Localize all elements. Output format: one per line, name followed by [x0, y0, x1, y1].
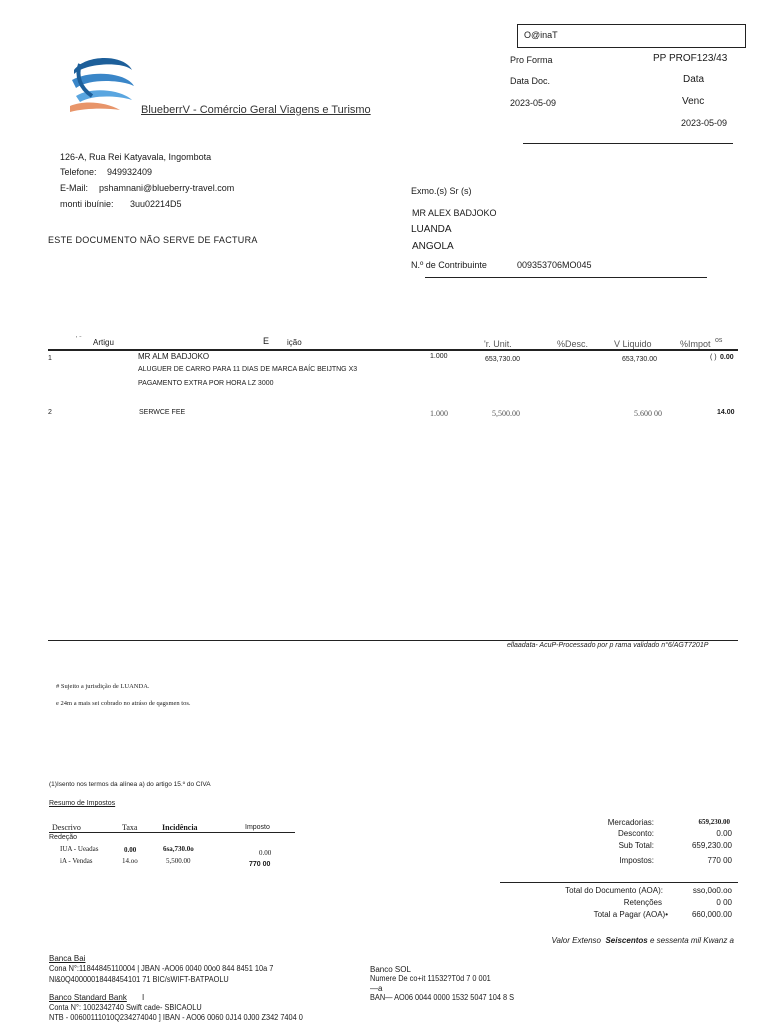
desconto-value: 0.00 — [716, 829, 732, 838]
bank-sb-line1: Conta N°: 1002342740 Swift cade- SBICAOLU — [49, 1003, 202, 1012]
doc-number: PP PROF123/43 — [653, 53, 728, 64]
tax-row2-incidencia: 5,500.00 — [166, 857, 191, 865]
late-payment-note: e 24m a mais sei cobrado no atráso de qagsmen tos. — [56, 700, 191, 707]
bank-sb-name: Banco Standard Bank — [49, 993, 127, 1002]
company-name: BlueberrV - Comércio Geral Viagens e Turismo — [141, 104, 371, 116]
bank-bai-name: Banca Bai — [49, 954, 86, 963]
col-header-descricao-e: E — [263, 336, 270, 346]
venc-label: Venc — [682, 96, 705, 107]
amount-in-words — [552, 936, 735, 945]
bank-sol-line3: BAN— AO06 0044 0000 1532 5047 104 8 S — [370, 993, 515, 1002]
tax-row2-imposto: 770 00 — [249, 861, 271, 868]
tax-row1-incidencia: 6sa,730.0o — [163, 845, 194, 853]
col-header-liquido: V Liquido — [614, 339, 652, 349]
client-salutation: Exmo.(s) Sr (s) — [411, 186, 472, 196]
client-country: ANGOLA — [412, 241, 454, 252]
company-logo — [66, 52, 136, 114]
total-doc-value: sso,0o0.oo — [692, 886, 732, 895]
col-header-desc: %Desc. — [557, 339, 589, 349]
venc-value: 2023-05-09 — [681, 118, 728, 128]
data-label: Data — [683, 74, 705, 85]
subtotal-label: Sub Total: — [618, 841, 654, 850]
row1-imposto: 0.00 — [720, 354, 734, 361]
client-divider — [425, 277, 707, 278]
date-doc-value: 2023-05-09 — [510, 98, 557, 108]
row1-unit: 653,730.00 — [485, 356, 521, 363]
not-invoice-notice: ESTE DOCUMENTO NÃO SERVE DE FACTURA — [48, 235, 258, 245]
tax-header-imposto: Imposto — [245, 824, 270, 831]
bank-bai-line1: Cona N°:11844845110004 | JBAN -AO06 0040 00o0 844 8451 10a 7 — [49, 964, 274, 973]
client-city: LUANDA — [411, 224, 452, 235]
bank-sb-mark: I — [142, 993, 145, 1002]
impostos-value: 770 00 — [707, 856, 732, 865]
col-header-num: ' ˉ — [76, 336, 82, 343]
bank-bai-line2: Nl&0Q40000018448454101 71 BIC/sWIFT-BATPAOLU — [49, 975, 229, 984]
col-header-imposto: %Impot — [680, 339, 711, 349]
client-nif-label: N.º de Contribuinte — [411, 260, 487, 270]
amount-in-words-label: Valor Extenso — [551, 936, 602, 945]
col-header-imposto-suffix: os — [715, 337, 723, 344]
tax-header-taxa: Taxa — [122, 823, 138, 832]
row1-num: 1 — [48, 355, 52, 362]
client-nif: 009353706MO045 — [517, 260, 592, 270]
col-header-descricao: ição — [287, 338, 302, 347]
totals-divider — [500, 882, 738, 883]
retencoes-label: Retenções — [623, 898, 662, 907]
retencoes-value: 0 00 — [716, 898, 732, 907]
jurisdiction-note: # Sujeito a jurisdição de LUANDA. — [56, 683, 150, 690]
amount-in-words-value: Seiscentos — [605, 936, 648, 945]
row2-num: 2 — [48, 409, 52, 416]
row1-line2: ALUGUER DE CARRO PARA 11 DIAS DE MARCA BAÍC BEIJTNG X3 — [138, 366, 358, 373]
doc-type-label: Pro Forma — [510, 55, 553, 65]
row1-title: MR ALM BADJOKO — [138, 352, 210, 361]
company-address: 126-A, Rua Rei Katyavala, Ingombota — [60, 152, 212, 162]
col-header-pr-unit: 'r. Unit. — [484, 339, 512, 349]
client-name: MR ALEX BADJOKO — [412, 208, 497, 218]
row2-unit: 5,500.00 — [492, 409, 520, 418]
exemption-note: (1)Isento nos termos da alínea a) do artigo 15.º do CIVA — [49, 781, 211, 788]
table-bottom-divider — [48, 640, 738, 641]
tax-row1-descricao: IUA - Ueadas — [60, 845, 99, 853]
header-divider — [523, 143, 733, 144]
original-label: O@inaT — [524, 30, 558, 40]
tax-row2-descricao: iA - Vendas — [60, 857, 93, 865]
tax-row1-taxa: 0.00 — [124, 846, 137, 854]
bank-sb-line2: NTB - 00600111010Q234274040 ] IBAN - AO06 0060 0J14 0J00 Z342 7404 0 — [49, 1013, 303, 1022]
row2-qty: 1.000 — [430, 409, 448, 418]
mercadorias-label: Mercadorias: — [607, 818, 654, 827]
mercadorias-value: 659,230.00 — [698, 818, 730, 826]
phone-value: 949932409 — [107, 167, 153, 177]
phone-label: Telefone: — [60, 167, 97, 177]
row2-title: SERWCE FEE — [139, 409, 186, 416]
bank-sol-line1: Numere De co+it 11532?T0d 7 0 001 — [370, 974, 491, 983]
tax-row1-imposto: 0.00 — [259, 849, 272, 857]
email-label: E-Mail: — [60, 183, 89, 193]
row1-liquido: 653,730.00 — [622, 356, 658, 363]
subtotal-value: 659,230.00 — [691, 841, 732, 850]
amount-in-words-rest: e sessenta mil Kwanz a — [649, 936, 734, 945]
bank-sol-name: Banco SOL — [370, 965, 411, 974]
date-doc-label: Data Doc. — [510, 76, 551, 86]
total-pagar-label: Total a Pagar (AOA)• — [593, 910, 668, 919]
tax-summary-title: Resumo de Impostos — [49, 800, 116, 807]
col-header-artigo: Artigu — [93, 338, 114, 347]
row1-imposto-prefix: ( ) — [710, 354, 717, 361]
tax-header-incidencia: Incidência — [162, 823, 198, 832]
email-value: pshamnani@blueberry-travel.com — [99, 183, 235, 193]
impostos-label: Impostos: — [619, 856, 654, 865]
tax-header-descricao: Descrivo — [52, 823, 81, 832]
desconto-label: Desconto: — [617, 829, 654, 838]
row1-line3: PAGAMENTO EXTRA POR HORA LZ 3000 — [138, 380, 274, 387]
software-certification: ellaadata- AcuP-Processado por p rama validado n°6/AGT7201P — [507, 642, 709, 649]
nif-label: monti ibuínie: — [60, 199, 114, 209]
row2-liquido: 5.600 00 — [634, 409, 662, 418]
total-doc-label: Total do Documento (AOA): — [565, 886, 663, 895]
total-pagar-value: 660,000.00 — [691, 910, 732, 919]
nif-value: 3uu02214D5 — [130, 199, 182, 209]
bank-sol-line2: —a — [370, 984, 383, 993]
tax-header-divider — [49, 832, 295, 833]
row1-qty: 1.000 — [430, 353, 448, 360]
tax-sub-label: Redeção — [49, 834, 78, 841]
table-header-divider — [48, 349, 738, 351]
row2-imposto: 14.00 — [717, 409, 735, 416]
tax-row2-taxa: 14.oo — [122, 857, 138, 865]
